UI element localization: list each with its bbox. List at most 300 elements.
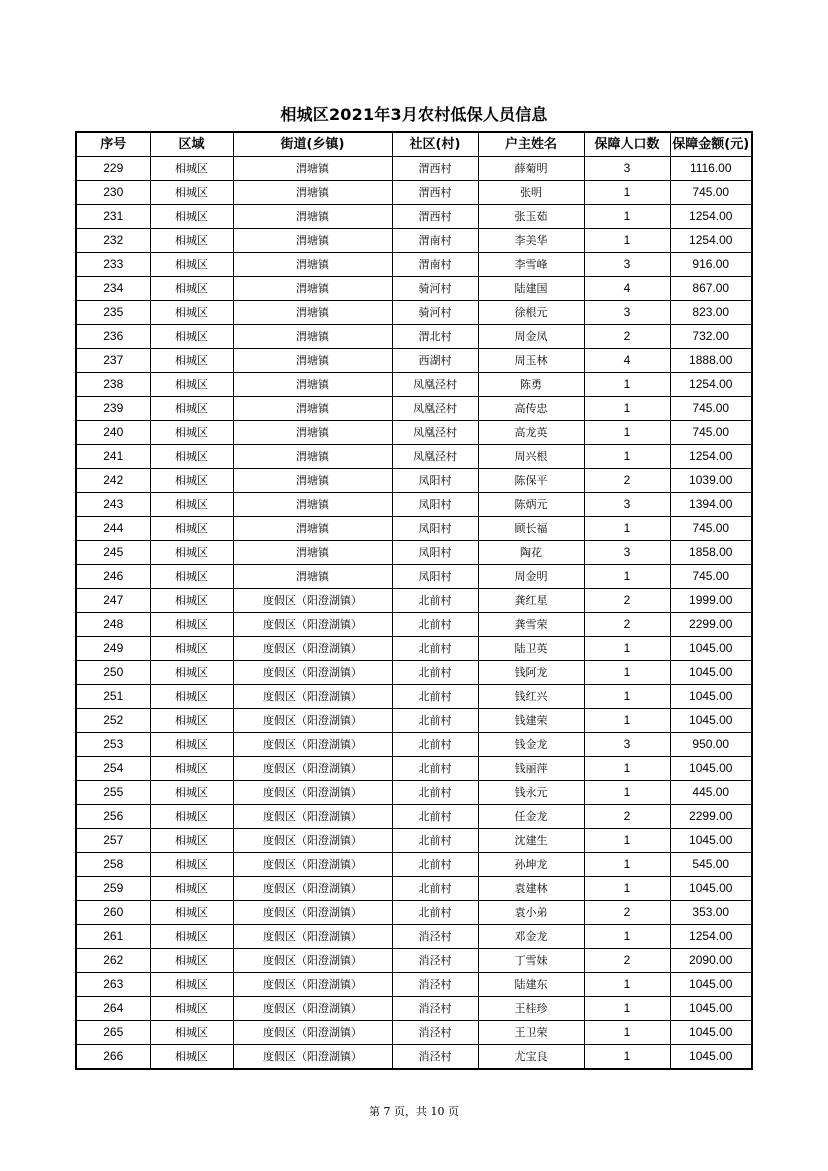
cell-street: 度假区（阳澄湖镇） (233, 685, 392, 709)
cell-serial: 257 (76, 829, 150, 853)
cell-householder: 陆建国 (478, 277, 584, 301)
cell-serial: 236 (76, 325, 150, 349)
cell-householder: 王卫荣 (478, 1021, 584, 1045)
cell-street: 渭塘镇 (233, 517, 392, 541)
table-row (76, 373, 752, 397)
cell-serial: 255 (76, 781, 150, 805)
cell-householder: 任金龙 (478, 805, 584, 829)
cell-street: 渭塘镇 (233, 349, 392, 373)
cell-householder: 陶花 (478, 541, 584, 565)
cell-persons: 2 (584, 325, 670, 349)
cell-street: 度假区（阳澄湖镇） (233, 949, 392, 973)
cell-street: 度假区（阳澄湖镇） (233, 709, 392, 733)
cell-community: 北前村 (392, 805, 478, 829)
cell-persons: 1 (584, 205, 670, 229)
cell-persons: 2 (584, 901, 670, 925)
cell-community: 北前村 (392, 853, 478, 877)
cell-householder: 周兴根 (478, 445, 584, 469)
cell-district: 相城区 (150, 397, 233, 421)
cell-community: 北前村 (392, 613, 478, 637)
cell-persons: 4 (584, 277, 670, 301)
cell-community: 西湖村 (392, 349, 478, 373)
table-row (76, 469, 752, 493)
cell-street: 度假区（阳澄湖镇） (233, 1021, 392, 1045)
cell-householder: 陈炳元 (478, 493, 584, 517)
cell-persons: 1 (584, 829, 670, 853)
cell-householder: 钱永元 (478, 781, 584, 805)
cell-street: 度假区（阳澄湖镇） (233, 925, 392, 949)
cell-persons: 1 (584, 661, 670, 685)
cell-district: 相城区 (150, 325, 233, 349)
cell-district: 相城区 (150, 469, 233, 493)
cell-community: 渭北村 (392, 325, 478, 349)
table-row (76, 517, 752, 541)
cell-community: 消泾村 (392, 949, 478, 973)
header-amount: 保障金额(元) (670, 132, 752, 157)
cell-serial: 266 (76, 1045, 150, 1070)
cell-street: 度假区（阳澄湖镇） (233, 589, 392, 613)
cell-serial: 259 (76, 877, 150, 901)
cell-community: 凤阳村 (392, 493, 478, 517)
cell-persons: 4 (584, 349, 670, 373)
cell-householder: 钱建荣 (478, 709, 584, 733)
cell-amount: 745.00 (670, 565, 752, 589)
cell-householder: 高传忠 (478, 397, 584, 421)
cell-persons: 1 (584, 853, 670, 877)
cell-street: 度假区（阳澄湖镇） (233, 1045, 392, 1070)
cell-street: 渭塘镇 (233, 301, 392, 325)
table-row (76, 325, 752, 349)
cell-district: 相城区 (150, 421, 233, 445)
cell-community: 凤阳村 (392, 469, 478, 493)
cell-street: 度假区（阳澄湖镇） (233, 661, 392, 685)
cell-householder: 龚雪荣 (478, 613, 584, 637)
cell-householder: 钱阿龙 (478, 661, 584, 685)
cell-amount: 867.00 (670, 277, 752, 301)
cell-householder: 陈勇 (478, 373, 584, 397)
cell-serial: 256 (76, 805, 150, 829)
cell-householder: 钱金龙 (478, 733, 584, 757)
table-row (76, 997, 752, 1021)
cell-amount: 1888.00 (670, 349, 752, 373)
cell-community: 北前村 (392, 685, 478, 709)
table-row (76, 685, 752, 709)
cell-street: 渭塘镇 (233, 205, 392, 229)
cell-persons: 1 (584, 997, 670, 1021)
cell-amount: 1254.00 (670, 373, 752, 397)
cell-amount: 1045.00 (670, 661, 752, 685)
cell-district: 相城区 (150, 901, 233, 925)
cell-district: 相城区 (150, 1021, 233, 1045)
cell-district: 相城区 (150, 613, 233, 637)
cell-persons: 1 (584, 637, 670, 661)
cell-householder: 周玉林 (478, 349, 584, 373)
cell-amount: 545.00 (670, 853, 752, 877)
cell-persons: 1 (584, 445, 670, 469)
cell-district: 相城区 (150, 877, 233, 901)
cell-amount: 950.00 (670, 733, 752, 757)
cell-amount: 823.00 (670, 301, 752, 325)
cell-community: 北前村 (392, 589, 478, 613)
cell-community: 北前村 (392, 781, 478, 805)
cell-householder: 孙坤龙 (478, 853, 584, 877)
cell-serial: 246 (76, 565, 150, 589)
cell-serial: 235 (76, 301, 150, 325)
cell-persons: 1 (584, 565, 670, 589)
cell-street: 渭塘镇 (233, 565, 392, 589)
cell-community: 渭西村 (392, 157, 478, 181)
table-row (76, 421, 752, 445)
table-row (76, 397, 752, 421)
cell-serial: 247 (76, 589, 150, 613)
cell-persons: 1 (584, 517, 670, 541)
cell-amount: 745.00 (670, 181, 752, 205)
cell-persons: 1 (584, 1045, 670, 1070)
cell-community: 消泾村 (392, 925, 478, 949)
cell-district: 相城区 (150, 757, 233, 781)
table-row (76, 565, 752, 589)
cell-serial: 239 (76, 397, 150, 421)
cell-serial: 250 (76, 661, 150, 685)
cell-persons: 1 (584, 709, 670, 733)
cell-street: 渭塘镇 (233, 373, 392, 397)
cell-street: 渭塘镇 (233, 421, 392, 445)
cell-amount: 1045.00 (670, 1045, 752, 1070)
cell-street: 度假区（阳澄湖镇） (233, 637, 392, 661)
cell-amount: 1254.00 (670, 229, 752, 253)
header-serial: 序号 (76, 132, 150, 157)
cell-amount: 1045.00 (670, 829, 752, 853)
cell-district: 相城区 (150, 565, 233, 589)
cell-community: 北前村 (392, 637, 478, 661)
header-persons: 保障人口数 (584, 132, 670, 157)
table-row (76, 589, 752, 613)
cell-serial: 245 (76, 541, 150, 565)
cell-persons: 1 (584, 397, 670, 421)
cell-street: 渭塘镇 (233, 325, 392, 349)
cell-street: 渭塘镇 (233, 157, 392, 181)
cell-community: 骑河村 (392, 301, 478, 325)
cell-persons: 1 (584, 181, 670, 205)
cell-serial: 263 (76, 973, 150, 997)
cell-community: 凤凰泾村 (392, 373, 478, 397)
cell-amount: 1254.00 (670, 445, 752, 469)
cell-amount: 2299.00 (670, 613, 752, 637)
cell-serial: 261 (76, 925, 150, 949)
cell-serial: 265 (76, 1021, 150, 1045)
cell-street: 渭塘镇 (233, 253, 392, 277)
cell-persons: 1 (584, 973, 670, 997)
table-row (76, 709, 752, 733)
cell-district: 相城区 (150, 949, 233, 973)
cell-community: 凤阳村 (392, 541, 478, 565)
cell-community: 北前村 (392, 733, 478, 757)
cell-persons: 3 (584, 733, 670, 757)
cell-householder: 周金凤 (478, 325, 584, 349)
cell-householder: 王桂珍 (478, 997, 584, 1021)
cell-householder: 陈保平 (478, 469, 584, 493)
cell-district: 相城区 (150, 661, 233, 685)
cell-serial: 231 (76, 205, 150, 229)
cell-householder: 李雪峰 (478, 253, 584, 277)
table-row (76, 349, 752, 373)
cell-street: 渭塘镇 (233, 229, 392, 253)
cell-community: 凤凰泾村 (392, 421, 478, 445)
table-row (76, 853, 752, 877)
cell-amount: 732.00 (670, 325, 752, 349)
cell-community: 北前村 (392, 829, 478, 853)
cell-householder: 陆建东 (478, 973, 584, 997)
cell-amount: 445.00 (670, 781, 752, 805)
cell-persons: 2 (584, 613, 670, 637)
cell-community: 骑河村 (392, 277, 478, 301)
cell-householder: 张明 (478, 181, 584, 205)
cell-householder: 薛菊明 (478, 157, 584, 181)
cell-amount: 1045.00 (670, 973, 752, 997)
cell-householder: 陆卫英 (478, 637, 584, 661)
table-row (76, 661, 752, 685)
cell-serial: 248 (76, 613, 150, 637)
cell-street: 度假区（阳澄湖镇） (233, 757, 392, 781)
table-row (76, 445, 752, 469)
cell-district: 相城区 (150, 637, 233, 661)
cell-amount: 1254.00 (670, 205, 752, 229)
cell-householder: 徐根元 (478, 301, 584, 325)
table-row (76, 181, 752, 205)
cell-amount: 1394.00 (670, 493, 752, 517)
table-row (76, 277, 752, 301)
cell-amount: 1045.00 (670, 997, 752, 1021)
cell-serial: 232 (76, 229, 150, 253)
cell-street: 渭塘镇 (233, 445, 392, 469)
cell-district: 相城区 (150, 709, 233, 733)
cell-persons: 3 (584, 157, 670, 181)
cell-district: 相城区 (150, 229, 233, 253)
cell-amount: 1858.00 (670, 541, 752, 565)
cell-amount: 1045.00 (670, 1021, 752, 1045)
cell-street: 度假区（阳澄湖镇） (233, 973, 392, 997)
header-community: 社区(村) (392, 132, 478, 157)
cell-householder: 沈建生 (478, 829, 584, 853)
table-row (76, 1021, 752, 1045)
cell-serial: 243 (76, 493, 150, 517)
cell-householder: 邓金龙 (478, 925, 584, 949)
cell-district: 相城区 (150, 805, 233, 829)
table-row (76, 781, 752, 805)
cell-community: 凤凰泾村 (392, 445, 478, 469)
cell-householder: 钱丽萍 (478, 757, 584, 781)
cell-amount: 1999.00 (670, 589, 752, 613)
page-title: 相城区2021年3月农村低保人员信息 (280, 105, 548, 124)
cell-serial: 254 (76, 757, 150, 781)
cell-persons: 3 (584, 253, 670, 277)
cell-street: 渭塘镇 (233, 541, 392, 565)
cell-persons: 2 (584, 469, 670, 493)
table-row (76, 949, 752, 973)
cell-district: 相城区 (150, 589, 233, 613)
cell-serial: 234 (76, 277, 150, 301)
cell-serial: 253 (76, 733, 150, 757)
cell-amount: 1254.00 (670, 925, 752, 949)
cell-serial: 229 (76, 157, 150, 181)
table-row (76, 613, 752, 637)
table-row (76, 973, 752, 997)
cell-serial: 262 (76, 949, 150, 973)
cell-householder: 周金明 (478, 565, 584, 589)
cell-amount: 1045.00 (670, 637, 752, 661)
cell-community: 渭南村 (392, 229, 478, 253)
cell-serial: 233 (76, 253, 150, 277)
table-row (76, 301, 752, 325)
cell-community: 消泾村 (392, 997, 478, 1021)
cell-amount: 1045.00 (670, 757, 752, 781)
cell-amount: 1045.00 (670, 709, 752, 733)
cell-street: 度假区（阳澄湖镇） (233, 781, 392, 805)
cell-district: 相城区 (150, 973, 233, 997)
cell-serial: 241 (76, 445, 150, 469)
cell-district: 相城区 (150, 349, 233, 373)
cell-community: 北前村 (392, 877, 478, 901)
cell-street: 渭塘镇 (233, 493, 392, 517)
cell-serial: 244 (76, 517, 150, 541)
cell-community: 渭西村 (392, 205, 478, 229)
cell-street: 渭塘镇 (233, 181, 392, 205)
table-row (76, 637, 752, 661)
cell-amount: 745.00 (670, 397, 752, 421)
table-row (76, 229, 752, 253)
cell-amount: 1039.00 (670, 469, 752, 493)
table-row (76, 805, 752, 829)
table-row (76, 157, 752, 181)
cell-district: 相城区 (150, 253, 233, 277)
cell-amount: 1045.00 (670, 685, 752, 709)
cell-district: 相城区 (150, 829, 233, 853)
cell-householder: 丁雪妹 (478, 949, 584, 973)
header-district: 区域 (150, 132, 233, 157)
cell-householder: 高龙英 (478, 421, 584, 445)
cell-district: 相城区 (150, 853, 233, 877)
table-row (76, 901, 752, 925)
cell-householder: 李美华 (478, 229, 584, 253)
cell-amount: 353.00 (670, 901, 752, 925)
cell-community: 渭西村 (392, 181, 478, 205)
cell-persons: 3 (584, 541, 670, 565)
table-row (76, 205, 752, 229)
table-row (76, 757, 752, 781)
recipient-table (75, 131, 753, 1070)
cell-street: 度假区（阳澄湖镇） (233, 733, 392, 757)
cell-community: 消泾村 (392, 1021, 478, 1045)
header-street: 街道(乡镇) (233, 132, 392, 157)
cell-serial: 238 (76, 373, 150, 397)
cell-street: 度假区（阳澄湖镇） (233, 829, 392, 853)
cell-serial: 252 (76, 709, 150, 733)
cell-persons: 1 (584, 781, 670, 805)
cell-serial: 240 (76, 421, 150, 445)
cell-street: 渭塘镇 (233, 397, 392, 421)
cell-serial: 258 (76, 853, 150, 877)
cell-street: 渭塘镇 (233, 277, 392, 301)
cell-serial: 237 (76, 349, 150, 373)
cell-street: 度假区（阳澄湖镇） (233, 805, 392, 829)
cell-district: 相城区 (150, 685, 233, 709)
cell-persons: 1 (584, 229, 670, 253)
cell-district: 相城区 (150, 157, 233, 181)
cell-amount: 2090.00 (670, 949, 752, 973)
cell-district: 相城区 (150, 277, 233, 301)
cell-persons: 1 (584, 685, 670, 709)
cell-district: 相城区 (150, 301, 233, 325)
cell-district: 相城区 (150, 733, 233, 757)
cell-householder: 袁小弟 (478, 901, 584, 925)
cell-amount: 916.00 (670, 253, 752, 277)
cell-community: 消泾村 (392, 973, 478, 997)
cell-persons: 3 (584, 301, 670, 325)
cell-persons: 1 (584, 1021, 670, 1045)
table-row (76, 253, 752, 277)
cell-street: 度假区（阳澄湖镇） (233, 877, 392, 901)
cell-householder: 尤宝良 (478, 1045, 584, 1070)
cell-community: 凤阳村 (392, 517, 478, 541)
cell-street: 度假区（阳澄湖镇） (233, 997, 392, 1021)
cell-district: 相城区 (150, 1045, 233, 1070)
cell-community: 北前村 (392, 661, 478, 685)
cell-street: 度假区（阳澄湖镇） (233, 901, 392, 925)
cell-district: 相城区 (150, 541, 233, 565)
cell-amount: 1116.00 (670, 157, 752, 181)
cell-community: 渭南村 (392, 253, 478, 277)
cell-amount: 1045.00 (670, 877, 752, 901)
cell-serial: 251 (76, 685, 150, 709)
cell-serial: 260 (76, 901, 150, 925)
cell-district: 相城区 (150, 493, 233, 517)
header-householder: 户主姓名 (478, 132, 584, 157)
cell-persons: 2 (584, 805, 670, 829)
cell-serial: 230 (76, 181, 150, 205)
cell-community: 北前村 (392, 709, 478, 733)
cell-community: 消泾村 (392, 1045, 478, 1070)
cell-householder: 张玉茹 (478, 205, 584, 229)
cell-persons: 1 (584, 877, 670, 901)
cell-community: 凤阳村 (392, 565, 478, 589)
table-row (76, 733, 752, 757)
cell-amount: 2299.00 (670, 805, 752, 829)
table-row (76, 829, 752, 853)
cell-persons: 1 (584, 925, 670, 949)
cell-persons: 1 (584, 421, 670, 445)
cell-persons: 3 (584, 493, 670, 517)
cell-householder: 龚红星 (478, 589, 584, 613)
cell-district: 相城区 (150, 517, 233, 541)
cell-district: 相城区 (150, 997, 233, 1021)
cell-persons: 1 (584, 373, 670, 397)
cell-amount: 745.00 (670, 421, 752, 445)
cell-community: 凤凰泾村 (392, 397, 478, 421)
cell-persons: 2 (584, 949, 670, 973)
cell-householder: 袁建林 (478, 877, 584, 901)
cell-district: 相城区 (150, 925, 233, 949)
table-row (76, 877, 752, 901)
cell-district: 相城区 (150, 373, 233, 397)
cell-street: 度假区（阳澄湖镇） (233, 853, 392, 877)
cell-district: 相城区 (150, 181, 233, 205)
cell-amount: 745.00 (670, 517, 752, 541)
table-row (76, 541, 752, 565)
cell-community: 北前村 (392, 757, 478, 781)
cell-serial: 242 (76, 469, 150, 493)
cell-street: 渭塘镇 (233, 469, 392, 493)
cell-street: 度假区（阳澄湖镇） (233, 613, 392, 637)
